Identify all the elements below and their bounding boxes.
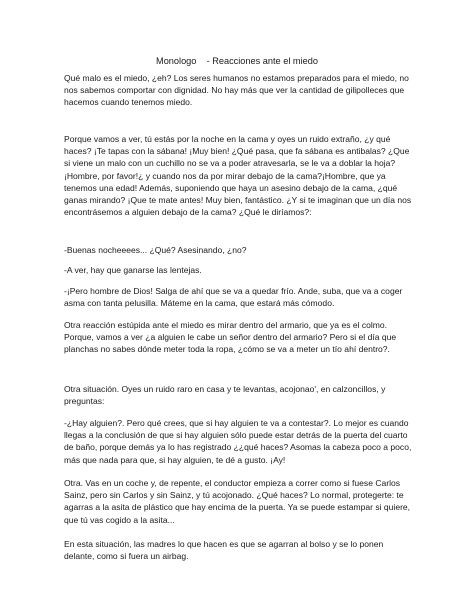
text-line: Porque, vamos a ver ¿a alguien le cabe un señor dentro del armario? Pero si el día que <box>64 332 397 343</box>
text-line: de baño, porque demás ya lo has registrado ¿¿qué haces? Asomas la cabeza poco a poco, <box>64 442 412 453</box>
paragraph-intro <box>64 72 416 109</box>
paragraph-bed-scenario <box>64 133 416 218</box>
text-line: planchas no sabes dónde meter toda la ropa, ¿cómo se va a meter un tío ahí dentro?. <box>64 344 390 355</box>
text-line: hacemos cuando tenemos miedo. <box>64 97 193 108</box>
text-line: Otra. Vas en un coche y, de repente, el conductor empieza a correr como si fuese Carlos <box>64 478 401 488</box>
text-line: encontrásemos a alguien debajo de la cama? ¿Qué le diríamos?: <box>64 207 312 218</box>
text-line: Sainz, pero sin Carlos y sin Sainz, y tú acojonado. ¿Qué haces? Lo normal, protegerte: te <box>64 490 404 501</box>
text-line: En esta situación, las madres lo que hacen es que se agarran al bolso y se lo ponen <box>64 539 384 549</box>
text-line: -A ver, hay que ganarse las lentejas. <box>64 265 202 275</box>
text-line: tenemos una edad! Además, suponiendo que haya un asesino debajo de la cama, ¿qué <box>64 182 398 193</box>
text-line: Otra reacción estúpida ante el miedo es mirar dentro del armario, que ya es el colmo. <box>64 320 388 330</box>
text-line: ganas mirando? ¡Que te mate antes! Muy bien, fantástico. ¿Y si te imaginan que un día nos <box>64 195 412 206</box>
paragraph-strange-noise <box>64 383 416 407</box>
text-line: más que nada para que, si hay alguien, te dé a gusto. ¡Ay! <box>64 454 286 465</box>
text-line: Otra situación. Oyes un ruido raro en casa y te levantas, acojonao', en calzoncillos, y <box>64 384 386 394</box>
text-line: llegas a la conclusión de que si hay alguien sólo puede estar detrás de la puerta del cuarto <box>64 430 408 441</box>
text-line: Qué malo es el miedo, ¿eh? Los seres humanos no estamos preparados para el miedo, no <box>64 73 409 83</box>
text-line: delante, como si fuera un airbag. <box>64 551 189 562</box>
paragraph-car <box>64 477 416 526</box>
paragraph-mothers <box>64 538 416 562</box>
text-line: -¡Pero hombre de Dios! Salga de ahí que se va a quedar frío. Ande, suba, que va a coger <box>64 286 403 296</box>
text-line: preguntas: <box>64 396 105 407</box>
text-line: asma con tanta pelusilla. Máteme en la cama, que estará más cómodo. <box>64 298 335 309</box>
paragraph-dialogue-3 <box>64 285 416 309</box>
text-line: Porque vamos a ver, tú estás por la noche en la cama y oyes un ruido extraño, ¿y qué <box>64 134 391 144</box>
paragraph-wardrobe <box>64 319 416 356</box>
paragraph-dialogue-1 <box>64 244 416 256</box>
text-line: -Buenas nocheeees... ¿Qué? Asesinando, ¿no? <box>64 245 247 255</box>
text-line: nos sabemos comportar con dignidad. No hay más que ver la cantidad de gilipolleces que <box>64 85 405 96</box>
text-line: haces? ¡Te tapas con la sábana! ¡Muy bien! ¿Qué pasa, que fa sábana es antibalas? ¿Que <box>64 146 410 157</box>
text-line: si viene un malo con un cuchillo no se va a poder atravesarla, se le va a doblar la hoja? <box>64 158 396 169</box>
text-line: que tú vas cogido a la asita... <box>64 514 175 525</box>
paragraph-anyone-there <box>64 417 416 466</box>
text-line: ¡Hombre, por favor!¿ y cuando nos da por mirar debajo de la cama?¡Hombre, que ya <box>64 170 386 181</box>
text-line: -¿Hay alguien?. Pero qué crees, que si hay alguien te va a contestar?. Lo mejor es cuando <box>64 418 409 428</box>
paragraph-dialogue-2 <box>64 264 416 276</box>
text-line: agarras a la asita de plástico que hay encima de la puerta. Ya se puede estampar si quiere, <box>64 502 411 513</box>
document-title: Monologo - Reacciones ante el miedo <box>156 56 318 66</box>
